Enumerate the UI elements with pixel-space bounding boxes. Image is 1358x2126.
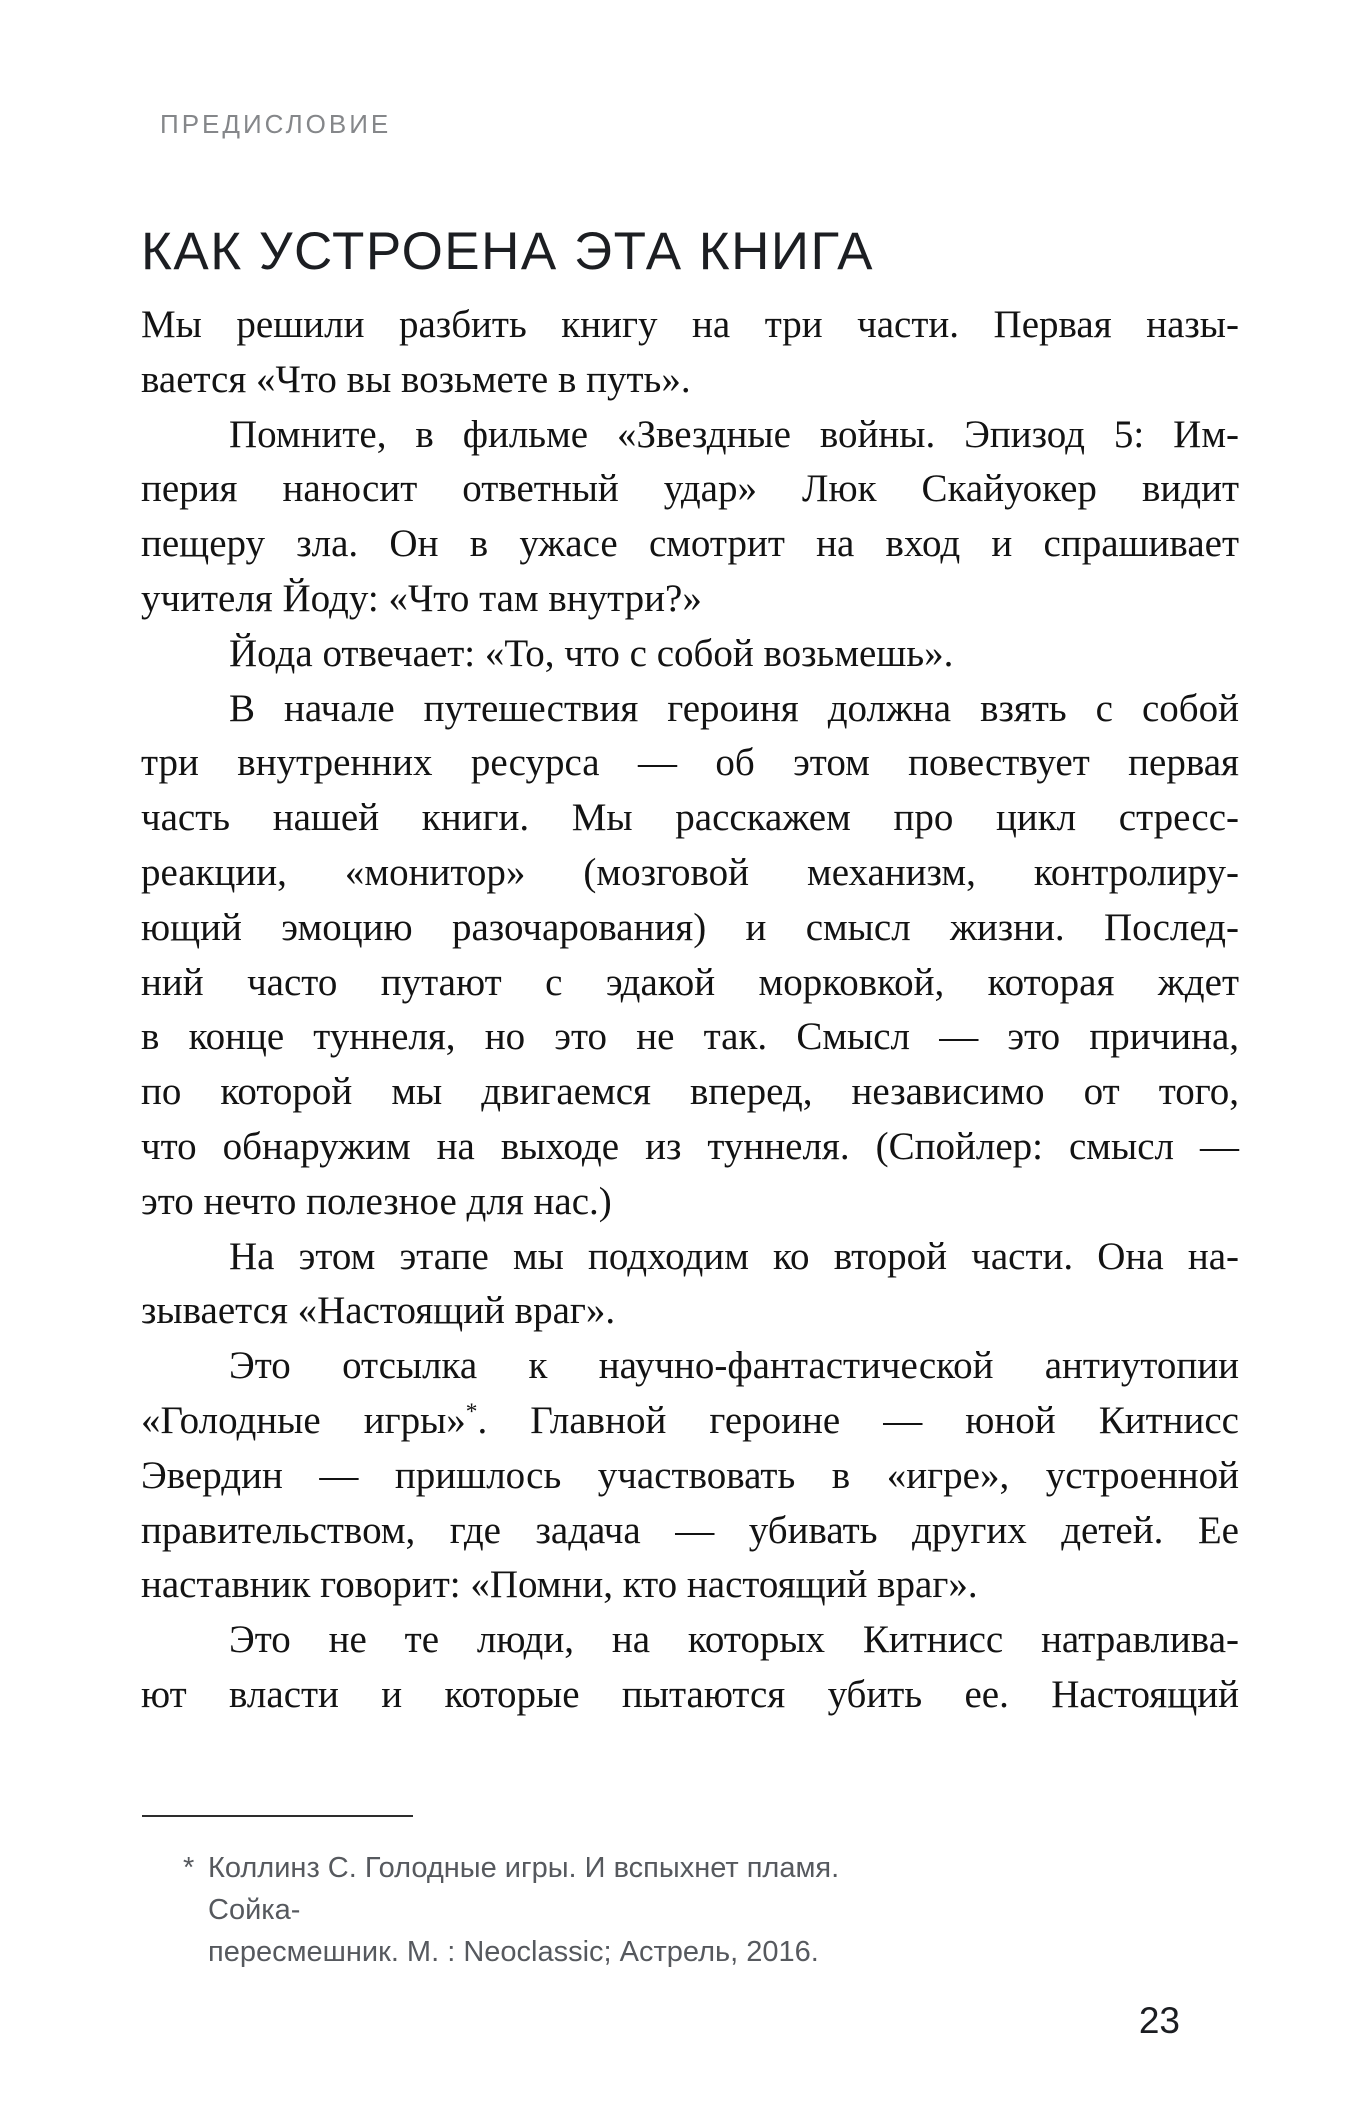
body-line: ют власти и которые пытаются убить ее. Настоящий — [141, 1672, 1239, 1716]
body-line: это нечто полезное для нас.) — [141, 1179, 612, 1223]
footnote-text — [208, 1847, 883, 1973]
body-line: в конце туннеля, но это не так. Смысл — это причина, — [141, 1015, 1239, 1059]
footnote — [183, 1847, 883, 1973]
body-line: Эвердин — пришлось участвовать в «игре», устроенной — [141, 1453, 1239, 1497]
body-line: Это отсылка к научно-фантастической антиутопии — [229, 1344, 1239, 1388]
running-head: ПРЕДИСЛОВИЕ — [160, 109, 392, 139]
footnote-line: пересмешник. М. : Neoclassic; Астрель, 2016. — [208, 1936, 819, 1968]
body-line: по которой мы двигаемся вперед, независимо от того, — [141, 1070, 1239, 1114]
body-line: пещеру зла. Он в ужасе смотрит на вход и спрашивает — [141, 522, 1239, 566]
body-line: Мы решили разбить книгу на три части. Первая назы- — [141, 303, 1239, 346]
body-line: правительством, где задача — убивать других детей. Ее — [141, 1508, 1239, 1552]
body-line: Йода отвечает: «То, что с собой возьмешь». — [229, 631, 954, 675]
body-line: На этом этапе мы подходим ко второй части. Она на- — [229, 1234, 1239, 1278]
body-line — [141, 1394, 1239, 1449]
body-line: реакции, «монитор» (мозговой механизм, контролиру- — [141, 850, 1239, 894]
body-line: ний часто путают с эдакой морковкой, которая ждет — [141, 960, 1239, 1004]
body-line: вается «Что вы возьмете в путь». — [141, 357, 691, 401]
body-line: зывается «Настоящий враг». — [141, 1289, 616, 1333]
footnote-separator-rule — [142, 1815, 413, 1817]
body-line: Помните, в фильме «Звездные войны. Эпизод 5: Им- — [229, 412, 1239, 456]
body-line: наставник говорит: «Помни, кто настоящий враг». — [141, 1563, 978, 1607]
body-line: перия наносит ответный удар» Люк Скайуокер видит — [141, 467, 1239, 511]
body-line-segment: «Голодные игры» — [141, 1398, 466, 1442]
body-line: часть нашей книги. Мы расскажем про цикл стресс- — [141, 796, 1239, 840]
page-number: 23 — [1138, 2000, 1180, 2041]
footnote-marker: * — [183, 1852, 195, 1884]
body-line: три внутренних ресурса — об этом повествует первая — [141, 741, 1239, 785]
footnote-line: Коллинз С. Голодные игры. И вспыхнет пламя. Сойка- — [208, 1852, 840, 1926]
footnote-reference-asterisk: * — [465, 1398, 478, 1425]
body-line: что обнаружим на выходе из туннеля. (Спойлер: смысл — — [141, 1124, 1239, 1168]
section-heading: КАК УСТРОЕНА ЭТА КНИГА — [141, 222, 875, 281]
body-line-segment: . Главной героине — юной Китнисс — [477, 1398, 1239, 1442]
body-line: учителя Йоду: «Что там внутри?» — [141, 576, 702, 620]
body-line: В начале путешествия героиня должна взять с собой — [229, 686, 1239, 730]
body-line: ющий эмоцию разочарования) и смысл жизни. Послед- — [141, 905, 1239, 949]
body-text — [141, 298, 1239, 1723]
body-line: Это не те люди, на которых Китнисс натравлива- — [229, 1618, 1239, 1662]
